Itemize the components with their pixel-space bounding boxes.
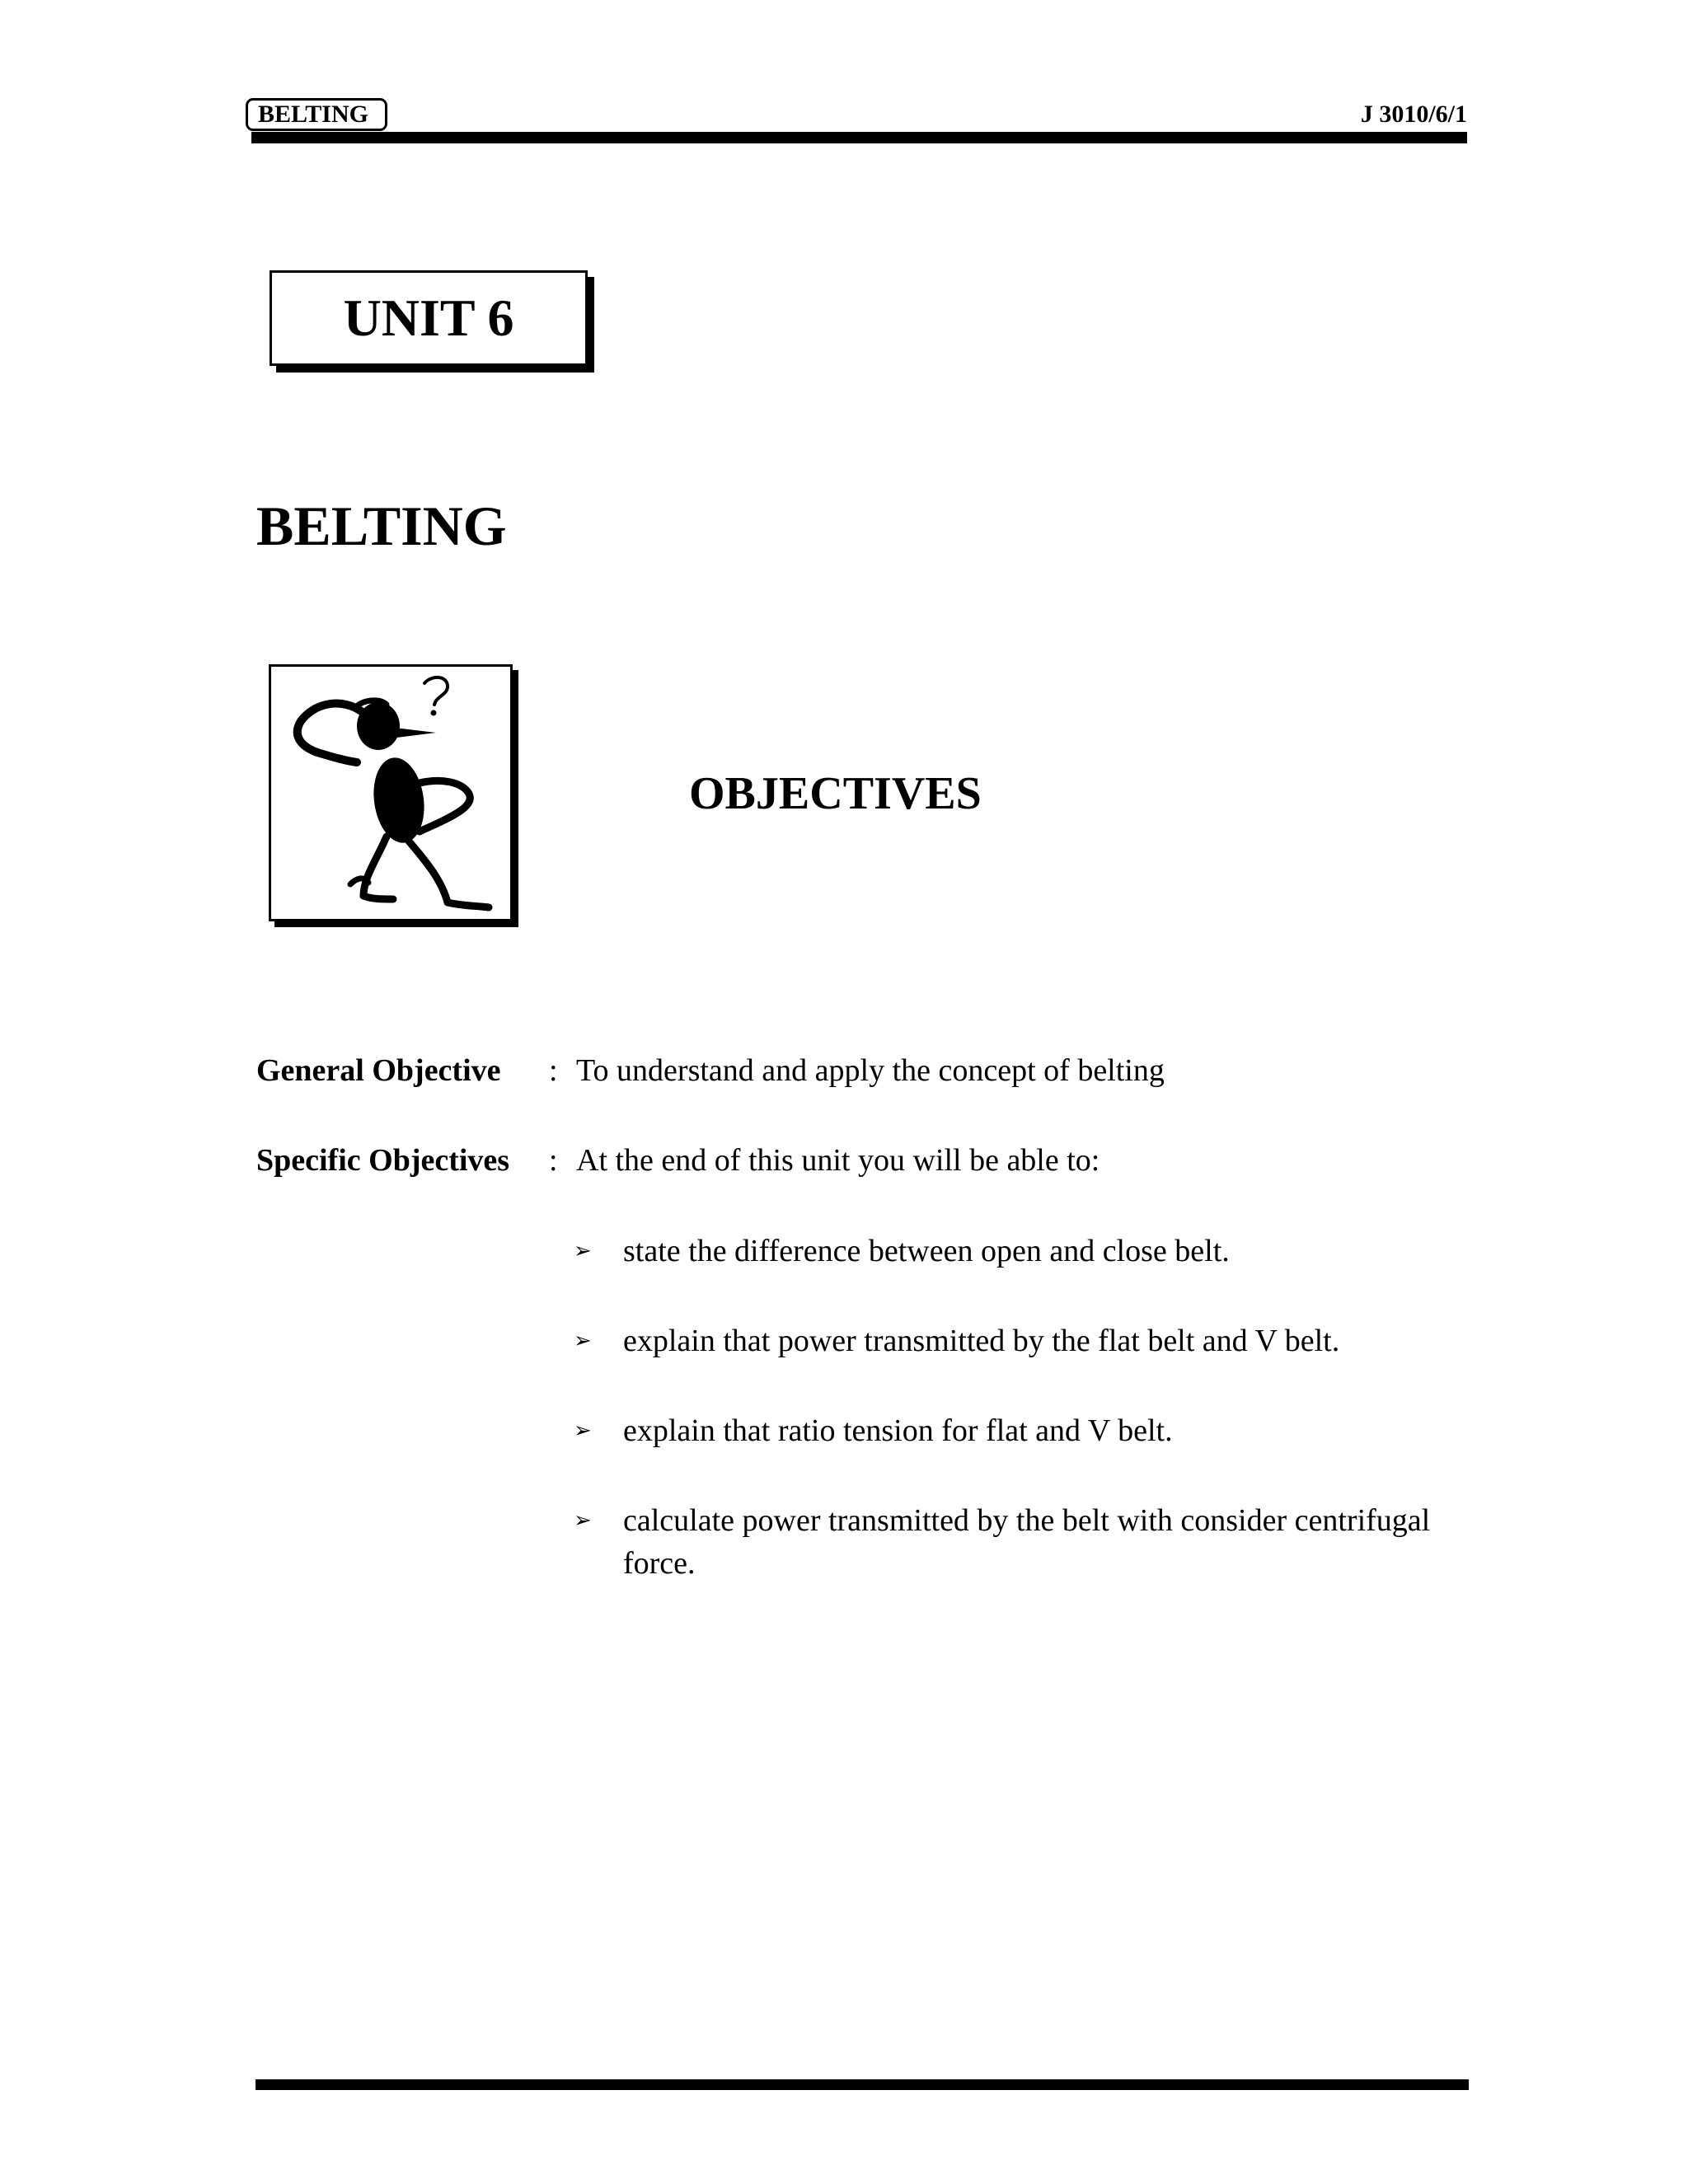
unit-label: UNIT 6 [343,288,514,347]
list-item-text: state the difference between open and close belt. [623,1234,1230,1268]
list-item-text: explain that ratio tension for flat and V belt. [623,1413,1173,1448]
header-section-tag: BELTING [246,98,387,131]
header-rule [251,132,1467,143]
unit-label-box [270,270,588,366]
general-objective-label: General Objective [256,1053,501,1088]
specific-objectives-intro: At the end of this unit you will be able to: [576,1143,1100,1178]
list-item [574,1230,1472,1272]
arrow-bullet-icon: ➢ [574,1418,592,1442]
header-document-code: J 3010/6/1 [1360,101,1467,128]
arrow-bullet-icon: ➢ [574,1508,592,1532]
arrow-bullet-icon: ➢ [574,1239,592,1263]
list-item-text: calculate power transmitted by the belt with consider centrifugal force. [623,1503,1431,1581]
general-objective-text: To understand and apply the concept of belting [576,1053,1165,1088]
specific-objectives-separator: : [549,1143,558,1178]
specific-objectives-list [574,1230,1472,1632]
list-item [574,1409,1472,1452]
list-item [574,1319,1472,1362]
page-title: BELTING [256,494,507,557]
objectives-heading: OBJECTIVES [689,768,982,819]
general-objective-separator: : [549,1053,558,1088]
specific-objectives-label: Specific Objectives [256,1143,510,1178]
list-item-text: explain that power transmitted by the flat belt and V belt. [623,1324,1340,1358]
thinking-stick-figure-icon [271,667,510,919]
arrow-bullet-icon: ➢ [574,1329,592,1352]
footer-rule [256,2079,1469,2090]
thinking-figure [269,664,513,921]
list-item [574,1499,1472,1585]
